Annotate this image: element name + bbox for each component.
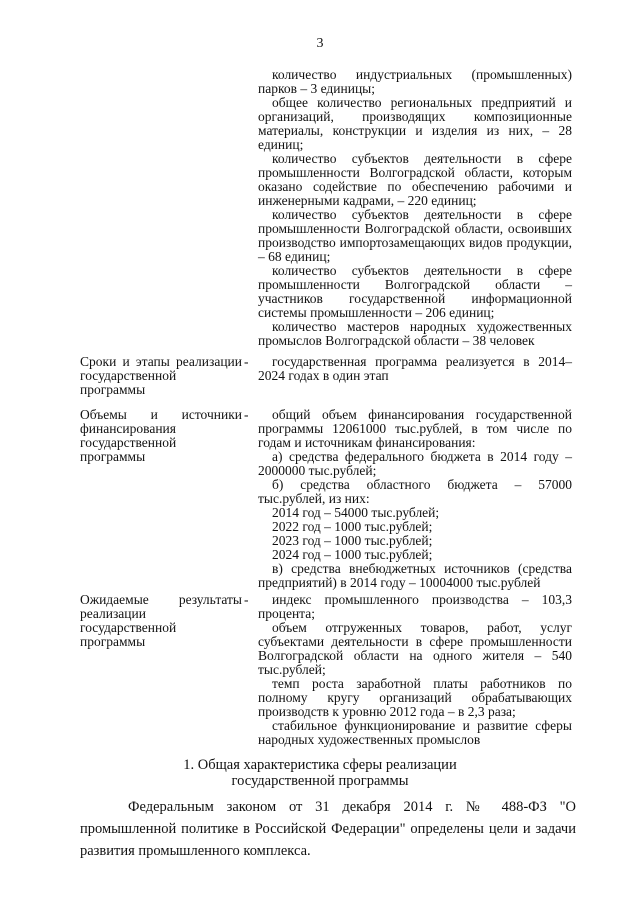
terms-content (258, 355, 572, 383)
indicator-item: количество мастеров народных художественных промыслов Волгоградской области – 38 человек (258, 319, 572, 348)
volumes-label: Объемы и источники финансирования государственной программы (80, 407, 242, 464)
results-content (258, 593, 572, 747)
section-heading-line2: государственной программы (231, 773, 409, 789)
volumes-item: 2024 год – 1000 тыс.рублей; (272, 547, 433, 562)
results-item: объем отгруженных товаров, работ, услуг субъектами деятельности в сфере промышленности Волгоградской области на одного жителя – 540 тыс.рублей; (258, 620, 572, 677)
indicator-item: количество субъектов деятельности в сфере промышленности Волгоградской области, которым оказано содействие по обеспечению рабочими и инженерными кадрами, – 220 единиц; (258, 151, 572, 208)
indicators-content (258, 68, 572, 348)
page-number: 3 (316, 36, 324, 51)
body-paragraph: Федеральным законом от 31 декабря 2014 г. № 488-ФЗ "О промышленной политике в Российской Федерации" определены цели и задачи развития промышленного комплекса. (80, 799, 576, 859)
results-item: темп роста заработной платы работников по полному кругу организаций обрабатывающих производств к уровню 2012 года – в 2,3 раза; (258, 676, 572, 719)
volumes-item: 2022 год – 1000 тыс.рублей; (272, 519, 433, 534)
volumes-item: а) средства федерального бюджета в 2014 году – 2000000 тыс.рублей; (258, 449, 572, 478)
volumes-item: б) средства областного бюджета – 57000 тыс.рублей, из них: (258, 477, 572, 506)
indicator-item: общее количество региональных предприятий и организаций, производящих композиционные материалы, конструкции и изделия из них, – 28 единиц; (258, 95, 572, 152)
indicator-item: количество субъектов деятельности в сфере промышленности Волгоградской области, освоивших производство импортозамещающих видов продукции, – 68 единиц; (258, 207, 572, 264)
terms-label: Сроки и этапы реализации государственной программы (80, 354, 242, 397)
volumes-item: общий объем финансирования государственной программы 12061000 тыс.рублей, в том числе по годам и источникам финансирования: (258, 407, 572, 450)
results-label: Ожидаемые результаты реализации государственной программы (80, 592, 242, 649)
section-heading-line1: 1. Общая характеристика сферы реализации (183, 757, 457, 773)
section-heading (0, 757, 640, 789)
indicator-item: количество индустриальных (промышленных) парков – 3 единицы; (258, 67, 572, 96)
volumes-item: 2023 год – 1000 тыс.рублей; (272, 533, 433, 548)
volumes-item: в) средства внебюджетных источников (средства предприятий) в 2014 году – 10004000 тыс.рублей (258, 561, 572, 590)
results-item: индекс промышленного производства – 103,3 процента; (258, 592, 572, 621)
results-dash: - (244, 592, 249, 607)
terms-dash: - (244, 354, 249, 369)
terms-item: государственная программа реализуется в 2014–2024 годах в один этап (258, 354, 572, 383)
indicator-item: количество субъектов деятельности в сфере промышленности Волгоградской области – участников государственной информационной системы промышленности – 206 единиц; (258, 263, 572, 320)
results-item: стабильное функционирование и развитие сферы народных художественных промыслов (258, 718, 572, 747)
volumes-item: 2014 год – 54000 тыс.рублей; (272, 505, 440, 520)
volumes-content (258, 408, 572, 590)
volumes-dash: - (244, 407, 249, 422)
body-text (80, 796, 576, 862)
